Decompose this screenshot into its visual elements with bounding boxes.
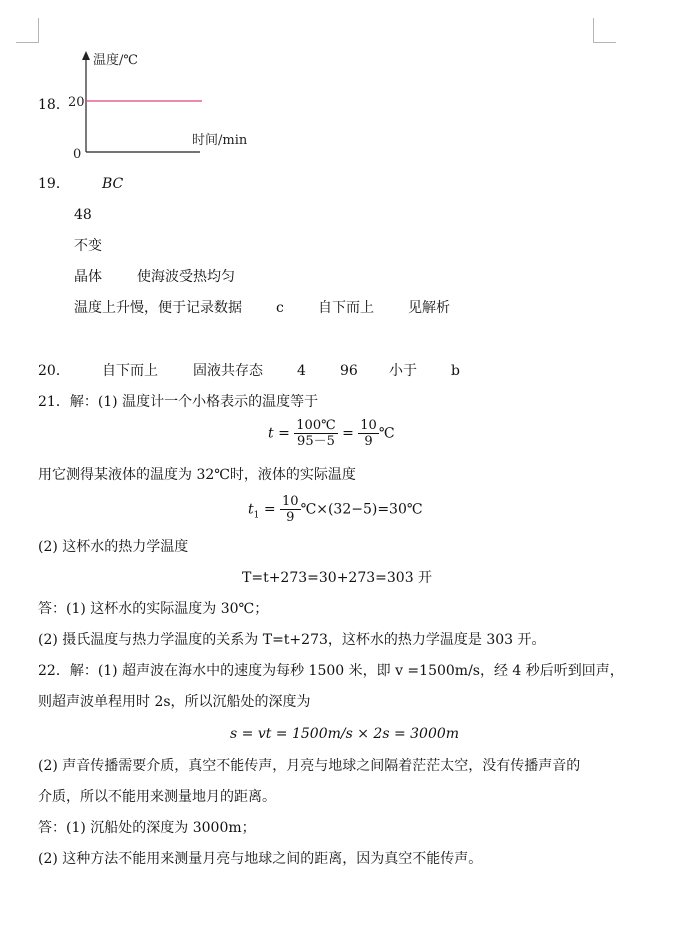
eq2-rest: ℃×(32−5)=30℃	[300, 501, 423, 518]
origin-label: 0	[73, 147, 82, 160]
q21-equation-1	[268, 418, 395, 449]
x-axis-label: 时间/min	[192, 133, 248, 148]
q19-answer-1: BC	[102, 176, 124, 192]
q22-line-2: 则超声波单程用时 2s，所以沉船处的深度为	[38, 694, 311, 710]
eq2-numerator: 10	[282, 494, 299, 509]
q22-answer-1: 答：(1) 沉船处的深度为 3000m；	[38, 820, 256, 836]
corner-mark-left-h	[16, 42, 39, 43]
q21-line-2: 用它测得某液体的温度为 32℃时，液体的实际温度	[38, 467, 356, 483]
q21-intro: 21．解：(1) 温度计一个小格表示的温度等于	[38, 394, 319, 410]
corner-mark-right-h	[593, 42, 616, 43]
q21-line-3: (2) 这杯水的热力学温度	[38, 539, 189, 555]
q20-answer-5: 小于	[389, 363, 417, 379]
q19-answer-4a: 晶体	[74, 269, 102, 285]
q20-answer-4: 96	[340, 363, 358, 379]
eq1-equals: =	[278, 425, 290, 442]
q19-answer-5c: 自下而上	[318, 300, 374, 316]
q20-answer-2: 固液共存态	[193, 363, 263, 379]
q22-line-4: 介质，所以不能用来测量地月的距离。	[38, 789, 276, 805]
question-18-number: 18．	[38, 97, 70, 113]
q22-equation: s = vt = 1500m/s × 2s = 3000m	[230, 726, 460, 742]
eq2-lhs: t	[248, 501, 254, 518]
eq1-fraction-2	[358, 418, 379, 449]
y-axis-arrow	[82, 51, 90, 60]
y-tick-20: 20	[68, 95, 85, 110]
q21-answer-2: (2) 摄氏温度与热力学温度的关系为 T=t+273，这杯水的热力学温度是 303 开。	[38, 632, 546, 648]
q19-answer-5b: c	[276, 300, 284, 316]
eq1-numerator-1: 100℃	[296, 418, 336, 433]
corner-mark-right	[593, 18, 594, 42]
q22-answer-2: (2) 这种方法不能用来测量月亮与地球之间的距离，因为真空不能传声。	[38, 851, 483, 867]
q20-answer-6: b	[451, 363, 460, 379]
q19-answer-3: 不变	[74, 238, 102, 254]
q20-answer-3: 4	[297, 363, 306, 379]
eq1-denominator-1: 95－5	[297, 434, 335, 449]
eq2-denominator: 9	[286, 510, 295, 525]
eq1-denominator-2: 9	[364, 434, 373, 449]
q20-answer-1: 自下而上	[102, 363, 158, 379]
eq1-unit: ℃	[378, 425, 395, 442]
q19-answer-5d: 见解析	[408, 300, 450, 316]
question-20-number: 20．	[38, 363, 70, 379]
question-19-number: 19．	[38, 176, 70, 192]
q22-line-3: (2) 声音传播需要介质，真空不能传声，月亮与地球之间隔着茫茫太空，没有传播声音的	[38, 758, 581, 774]
eq1-equals-2: =	[342, 425, 354, 442]
corner-mark-left	[38, 18, 39, 42]
eq1-numerator-2: 10	[360, 418, 377, 433]
q19-answer-5a: 温度上升慢，便于记录数据	[74, 300, 242, 316]
q19-answer-2: 48	[74, 207, 92, 223]
eq1-fraction-1	[294, 418, 337, 449]
q19-answer-4b: 使海波受热均匀	[137, 269, 235, 285]
eq2-fraction	[280, 494, 301, 525]
eq2-equals: =	[263, 501, 276, 518]
q21-answer-1: 答：(1) 这杯水的实际温度为 30℃；	[38, 601, 269, 617]
eq1-lhs: t	[268, 425, 274, 442]
q21-equation-3: T=t+273=30+273=303 开	[242, 570, 433, 586]
q22-line-1: 22．解：(1) 超声波在海水中的速度为每秒 1500 米，即 v =1500m/s，经 4 秒后听到回声，	[38, 663, 624, 679]
q21-equation-2	[248, 494, 423, 525]
temperature-time-graph	[60, 48, 260, 160]
eq2-subscript: 1	[253, 510, 260, 521]
y-axis-label: 温度/℃	[93, 53, 138, 68]
